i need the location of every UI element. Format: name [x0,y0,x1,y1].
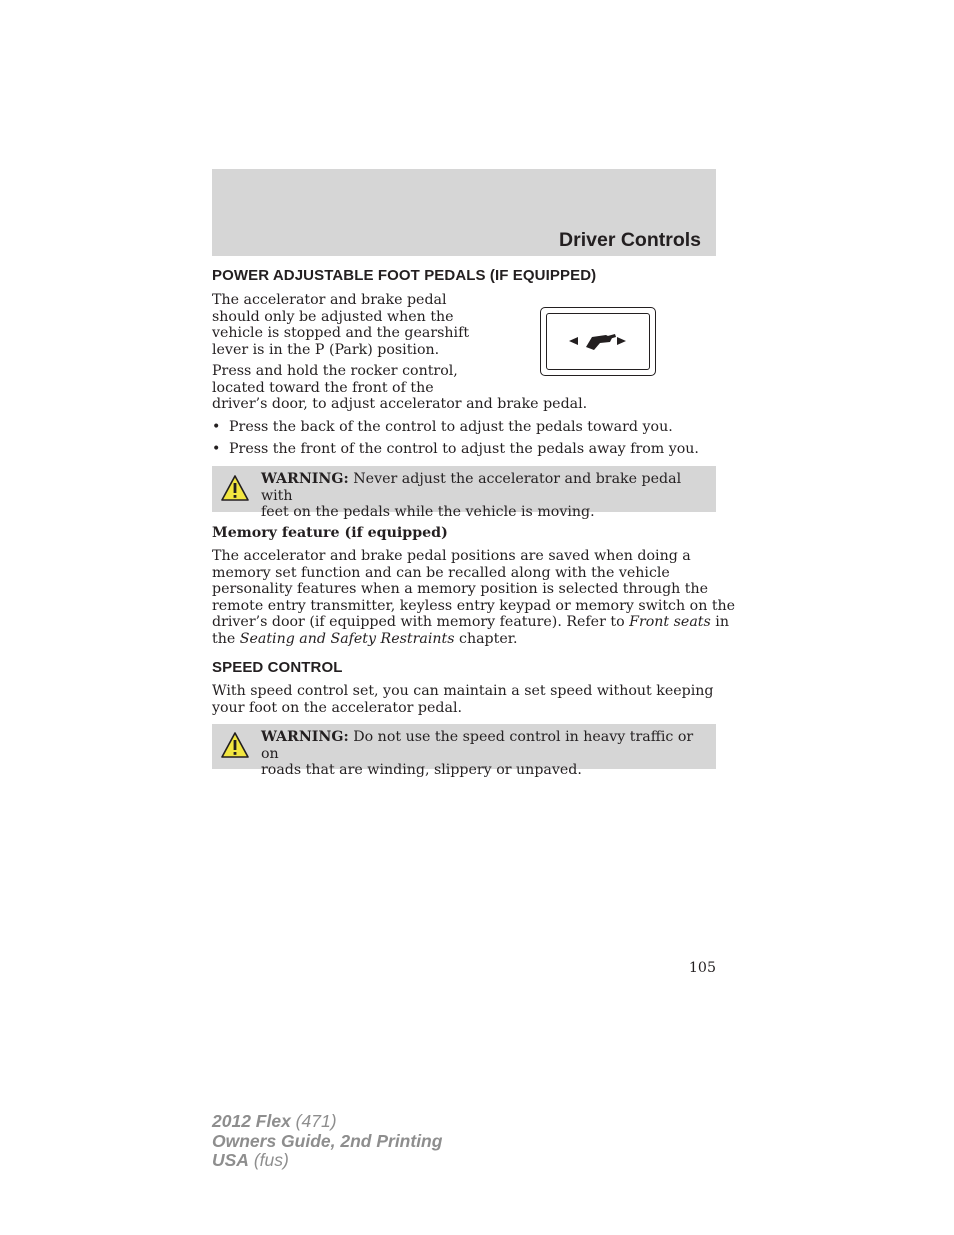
text-line: remote entry transmitter, keyless entry keypad or memory switch on the [212,597,736,614]
text-line: With speed control set, you can maintain a set speed without keeping [212,683,714,699]
text-line: memory set function and can be recalled along with the vehicle [212,564,670,581]
section-heading-foot-pedals: POWER ADJUSTABLE FOOT PEDALS (IF EQUIPPED) [212,267,597,284]
warning-label: WARNING: [261,729,349,745]
memory-feature-heading: Memory feature (if equipped) [212,525,448,541]
header-band [212,169,716,256]
text-line: lever is in the P (Park) position. [212,341,440,358]
pedals-paragraph-2 [212,363,587,413]
text-line: the Seating and Safety Restraints chapter. [212,630,518,647]
warning-box-pedals [212,466,716,520]
section-heading-speed-control: SPEED CONTROL [212,659,343,676]
text-line: should only be adjusted when the [212,308,454,325]
text-line: driver’s door, to adjust accelerator and brake pedal. [212,396,588,412]
warning-triangle-icon [220,731,250,759]
pedals-paragraph-1 [212,292,469,358]
warning-triangle-icon [220,474,250,502]
speed-control-paragraph [212,683,714,716]
text-line: located toward the front of the [212,379,434,396]
document-footer: 2012 Flex (471) Owners Guide, 2nd Printing USA (fus) [212,1111,443,1170]
text-line: The accelerator and brake pedal positions are saved when doing a [212,548,691,564]
memory-feature-paragraph [212,548,735,647]
text-line: vehicle is stopped and the gearshift [212,325,470,341]
warning-box-speed-control [212,724,716,778]
text-line: Press and hold the rocker control, [212,363,458,379]
cross-reference-front-seats: Front seats [629,614,711,630]
warning-text: WARNING: Do not use the speed control in heavy traffic or on roads that are winding, slippery or unpaved. [261,729,694,778]
text-line: personality features when a memory position is selected through the [212,581,709,597]
bullet-icon: • [212,419,221,435]
page-number: 105 [688,960,716,976]
text-line: driver’s door (if equipped with memory feature). Refer to Front seats in [212,614,729,630]
pedal-adjust-icon [540,307,656,376]
chapter-title: Driver Controls [559,229,701,251]
warning-label: WARNING: [261,471,349,487]
text-line: The accelerator and brake pedal [212,292,447,308]
bullet-icon: • [212,441,221,457]
cross-reference-chapter: Seating and Safety Restraints [239,630,455,647]
pedal-rocker-control-illustration [540,307,656,376]
warning-text: WARNING: Never adjust the accelerator and brake pedal with feet on the pedals while the vehicle is moving. [261,471,682,520]
text-line: your foot on the accelerator pedal. [212,699,462,716]
